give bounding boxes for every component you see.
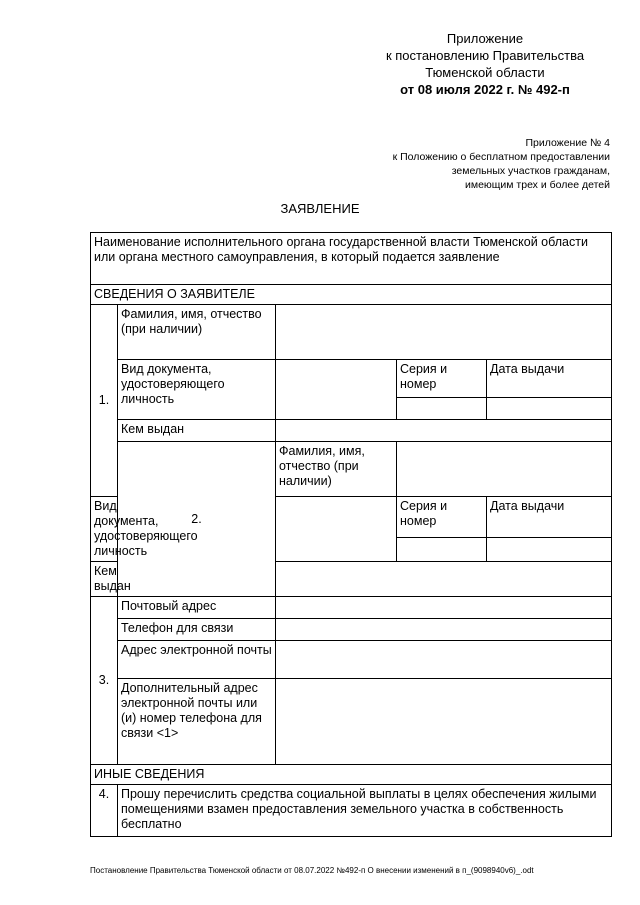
- header-line-2: к постановлению Правительства: [385, 48, 585, 63]
- request-text: Прошу перечислить средства социальной выплаты в целях обеспечения жилыми помещениями взамен предоставления земельного участка в собственность бесплатно: [118, 785, 612, 837]
- resolution-header: [330, 30, 640, 98]
- header-line-4: от 08 июля 2022 г. № 492-п: [400, 82, 570, 97]
- applicant1-issued-label: Кем выдан: [118, 420, 276, 442]
- email-label: Адрес электронной почты: [118, 641, 276, 679]
- applicant2-fio-label: Фамилия, имя, отчество (при наличии): [276, 442, 397, 497]
- applicant2-number: 2.: [118, 442, 276, 597]
- request-number: 4.: [91, 785, 118, 837]
- applicant1-series-field[interactable]: [397, 398, 487, 420]
- phone-field[interactable]: [276, 619, 612, 641]
- applicant2-date-label: Дата выдачи: [487, 497, 612, 538]
- applicant2-issued-field[interactable]: [276, 562, 612, 597]
- header-line-1: Приложение: [446, 31, 524, 46]
- applicant2-date-field[interactable]: [487, 538, 612, 562]
- section-other: ИНЫЕ СВЕДЕНИЯ: [91, 765, 612, 785]
- document-title: ЗАЯВЛЕНИЕ: [280, 201, 360, 216]
- applicant1-date-field[interactable]: [487, 398, 612, 420]
- header-line-3: Тюменской области: [425, 65, 545, 80]
- extra-contact-label: Дополнительный адрес электронной почты или (и) номер телефона для связи <1>: [118, 679, 276, 765]
- phone-label: Телефон для связи: [118, 619, 276, 641]
- applicant1-date-label: Дата выдачи: [487, 360, 612, 398]
- applicant1-number: 1.: [91, 305, 118, 497]
- appendix-line-2: к Положению о бесплатном предоставлении: [392, 151, 610, 163]
- applicant1-doc-field[interactable]: [276, 360, 397, 420]
- extra-contact-field[interactable]: [276, 679, 612, 765]
- applicant2-doc-label: Вид документа, удостоверяющего личность: [91, 497, 118, 562]
- applicant1-fio-label: Фамилия, имя, отчество (при наличии): [118, 305, 276, 360]
- applicant2-fio-field[interactable]: [397, 442, 612, 497]
- contacts-number: 3.: [91, 597, 118, 765]
- postal-address-label: Почтовый адрес: [118, 597, 276, 619]
- applicant1-doc-label: Вид документа, удостоверяющего личность: [118, 360, 276, 420]
- section-applicant: СВЕДЕНИЯ О ЗАЯВИТЕЛЕ: [91, 285, 612, 305]
- applicant2-issued-label: Кем выдан: [91, 562, 118, 597]
- appendix-line-4: имеющим трех и более детей: [464, 179, 610, 191]
- authority-label: Наименование исполнительного органа государственной власти Тюменской области или органа местного самоуправления, в который подается заявление: [91, 233, 612, 285]
- appendix-line-1: Приложение № 4: [525, 137, 610, 149]
- document-footer: Постановление Правительства Тюменской области от 08.07.2022 №492-п О внесении изменений в п_(9098940v6)_.odt: [90, 866, 534, 875]
- appendix-line-3: земельных участков гражданам,: [451, 165, 610, 177]
- email-field[interactable]: [276, 641, 612, 679]
- applicant2-series-label: Серия и номер: [397, 497, 487, 538]
- appendix-header: [393, 136, 610, 192]
- postal-address-field[interactable]: [276, 597, 612, 619]
- applicant2-doc-field[interactable]: [276, 497, 397, 562]
- application-form-table: [90, 232, 612, 837]
- applicant2-series-field[interactable]: [397, 538, 487, 562]
- applicant1-issued-field[interactable]: [276, 420, 612, 442]
- applicant1-fio-field[interactable]: [276, 305, 612, 360]
- applicant1-series-label: Серия и номер: [397, 360, 487, 398]
